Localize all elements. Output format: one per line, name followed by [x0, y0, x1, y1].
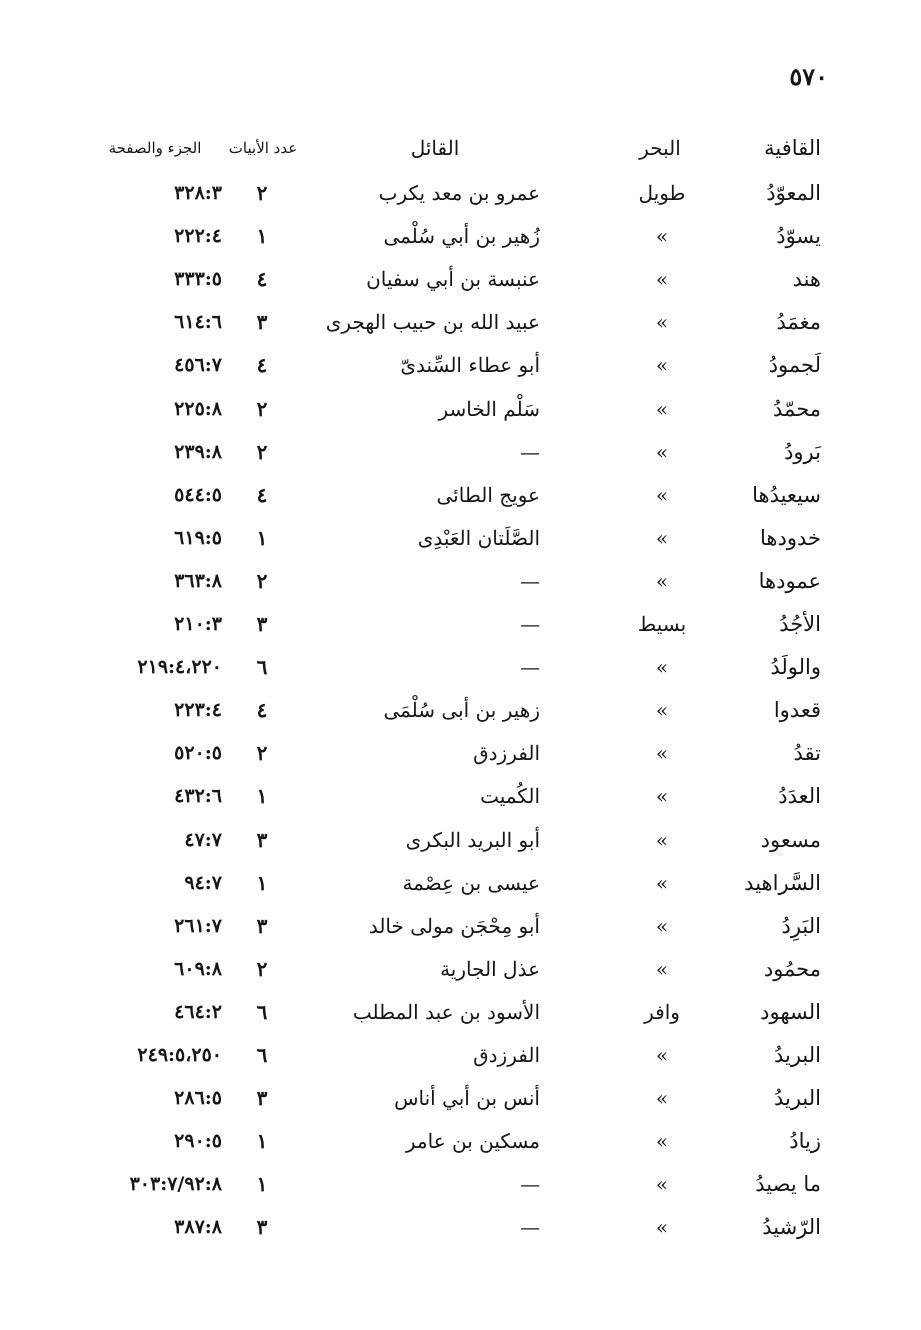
cell-qafiya: البريدُ [773, 1086, 821, 1111]
table-row [0, 387, 921, 431]
cell-ref: ٥٤٤:٥ [174, 483, 222, 506]
cell-ref: ٦١٤:٦ [174, 311, 222, 334]
cell-qail: عمرو بن معد يكرب [378, 181, 540, 205]
cell-ref: ٢٤٩:٥،٢٥٠ [137, 1044, 222, 1066]
table-row [0, 473, 921, 517]
cell-qafiya: والولَدُ [770, 655, 821, 680]
cell-ref: ٤٧:٧ [184, 828, 222, 851]
table-row [0, 1033, 921, 1077]
cell-qail: الصَّلَتان العَبْدِى [417, 525, 540, 550]
cell-qafiya: لَجمودُ [768, 353, 821, 378]
cell-bahr: » [655, 439, 669, 464]
cell-qail: الفرزدق [473, 1043, 540, 1067]
cell-bahr: » [655, 1172, 669, 1197]
cell-qafiya: هند [792, 267, 821, 292]
cell-count: ٢ [256, 956, 268, 981]
cell-bahr: » [655, 870, 669, 895]
cell-ref: ٢٩٠:٥ [174, 1130, 222, 1153]
cell-qail: — [520, 1172, 540, 1197]
cell-count: ٢ [256, 396, 268, 421]
cell-ref: ٣٨٧:٨ [174, 1216, 222, 1239]
cell-count: ٣ [256, 612, 268, 636]
cell-count: ١ [256, 525, 268, 550]
cell-ref: ٤٣٢:٦ [174, 785, 222, 808]
cell-count: ١ [256, 224, 268, 249]
table-row [0, 904, 921, 948]
cell-qail: زُهير بن أبي سُلْمى [383, 224, 540, 249]
cell-qail: أنس بن أبي أناس [394, 1086, 540, 1111]
cell-count: ١ [256, 870, 268, 895]
page-number: ٥٧٠ [789, 62, 828, 91]
cell-bahr: » [655, 353, 669, 378]
cell-qail: — [520, 612, 540, 636]
cell-bahr: » [655, 224, 669, 249]
cell-qafiya: محمّدُ [773, 396, 821, 421]
cell-count: ٣ [256, 310, 268, 335]
cell-ref: ٢١٩:٤،٢٢٠ [137, 656, 222, 679]
cell-count: ٢ [256, 181, 268, 205]
cell-ref: ٢٢٢:٤ [174, 225, 222, 248]
cell-bahr: » [655, 655, 669, 680]
cell-qafiya: قعدوا [773, 698, 821, 723]
cell-bahr: » [655, 568, 669, 593]
cell-ref: ٣٣٣:٥ [174, 268, 222, 291]
cell-bahr: » [655, 913, 669, 938]
cell-qafiya: البريدُ [773, 1043, 821, 1067]
cell-ref: ٣٢٨:٣ [174, 182, 222, 204]
cell-ref: ٢٦١:٧ [174, 914, 222, 937]
cell-qail: عيسى بن عِصْمة [402, 870, 540, 895]
cell-count: ٣ [256, 1215, 268, 1240]
cell-qail: أبو مِحْجَن مولى خالد [368, 913, 540, 938]
cell-count: ٢ [256, 439, 268, 464]
cell-qafiya: خدودها [760, 525, 821, 550]
cell-ref: ٤٦٤:٢ [174, 1000, 222, 1023]
cell-ref: ٣٠٣:٧/٩٢:٨ [129, 1173, 222, 1196]
cell-bahr: » [655, 1129, 669, 1154]
cell-count: ٤ [256, 353, 268, 378]
cell-ref: ٢١٠:٣ [174, 613, 222, 635]
cell-qafiya: السهود [760, 999, 821, 1024]
cell-qafiya: السَّراهيد [744, 870, 821, 895]
cell-qafiya: البَرِدُ [781, 913, 821, 938]
cell-qafiya: تقدُ [793, 741, 821, 766]
cell-ref: ٥٢٠:٥ [174, 742, 222, 765]
cell-qail: أبو عطاء السِّندىّ [400, 353, 540, 378]
cell-count: ٤ [256, 482, 268, 507]
table-row [0, 559, 921, 603]
cell-count: ٤ [256, 698, 268, 723]
cell-ref: ٩٤:٧ [184, 871, 222, 894]
header-count: عدد الأبيات [228, 139, 298, 157]
cell-bahr: وافر [644, 999, 680, 1024]
cell-bahr: » [655, 310, 669, 335]
cell-bahr: » [655, 396, 669, 421]
table-row [0, 257, 921, 301]
cell-count: ١ [256, 1172, 268, 1197]
cell-ref: ٢٢٣:٤ [174, 699, 222, 722]
cell-ref: ٦١٩:٥ [174, 526, 222, 549]
cell-bahr: بسيط [637, 612, 687, 636]
cell-qafiya: مغمَدُ [776, 310, 821, 335]
cell-count: ٣ [256, 913, 268, 938]
table-row [0, 774, 921, 818]
table-row [0, 990, 921, 1034]
table-row [0, 214, 921, 258]
cell-qail: الأسود بن عبد المطلب [352, 999, 540, 1024]
cell-bahr: » [655, 741, 669, 766]
cell-count: ٤ [256, 267, 268, 292]
cell-qail: — [520, 439, 540, 464]
cell-count: ١ [256, 1129, 268, 1154]
table-row [0, 731, 921, 775]
cell-qafiya: الأجُدُ [779, 612, 821, 636]
table-row [0, 818, 921, 862]
cell-qail: الكُميت [480, 784, 540, 809]
cell-qail: عنبسة بن أبي سفيان [366, 267, 540, 292]
cell-qafiya: يسوّدُ [776, 224, 821, 249]
table-row [0, 300, 921, 344]
cell-qafiya: زيادُ [789, 1129, 821, 1154]
cell-count: ٦ [256, 655, 268, 680]
table-row [0, 947, 921, 991]
cell-bahr: » [655, 784, 669, 809]
cell-bahr: » [655, 267, 669, 292]
cell-qail: — [520, 568, 540, 593]
cell-ref: ٢٢٥:٨ [174, 397, 222, 420]
cell-bahr: » [655, 956, 669, 981]
cell-bahr: » [655, 1043, 669, 1067]
cell-ref: ٦٠٩:٨ [174, 957, 222, 980]
table-row [0, 1119, 921, 1163]
table-row [0, 516, 921, 560]
cell-qail: عذل الجارية [440, 956, 540, 981]
cell-count: ١ [256, 784, 268, 809]
cell-qafiya: المعوّدُ [766, 181, 821, 205]
cell-qafiya: سيعيدُها [752, 482, 821, 507]
table-row [0, 1076, 921, 1120]
cell-count: ٣ [256, 827, 268, 852]
cell-qail: زهير بن أبى سُلْمَى [383, 698, 540, 723]
table-row [0, 1162, 921, 1206]
cell-qafiya: بَرودُ [784, 439, 821, 464]
cell-qafiya: الرّشيدُ [762, 1215, 821, 1240]
cell-ref: ٢٨٦:٥ [174, 1087, 222, 1110]
cell-bahr: طويل [638, 181, 686, 205]
cell-qail: — [520, 1215, 540, 1240]
cell-qafiya: ما يصيدُ [755, 1172, 821, 1197]
cell-bahr: » [655, 827, 669, 852]
cell-bahr: » [655, 525, 669, 550]
cell-qail: مسكين بن عامر [405, 1129, 540, 1154]
cell-qail: سَلْم الخاسر [438, 396, 540, 421]
cell-bahr: » [655, 1215, 669, 1240]
table-row [0, 430, 921, 474]
cell-qafiya: عمودها [758, 568, 821, 593]
header-ref: الجزء والصفحة [108, 139, 202, 157]
cell-qafiya: العدَدُ [778, 784, 821, 809]
table-row [0, 645, 921, 689]
table-row [0, 688, 921, 732]
table-row [0, 1205, 921, 1249]
cell-qail: — [520, 655, 540, 680]
cell-ref: ٢٣٩:٨ [174, 440, 222, 463]
header-bahr: البحر [639, 136, 681, 160]
cell-qail: أبو البريد البكرى [405, 827, 540, 852]
cell-count: ٢ [256, 741, 268, 766]
header-qafiya: القافية [764, 136, 821, 160]
table-row [0, 861, 921, 905]
cell-bahr: » [655, 1086, 669, 1111]
cell-qafiya: مسعود [760, 827, 821, 852]
cell-count: ٣ [256, 1086, 268, 1111]
cell-count: ٦ [256, 999, 268, 1024]
cell-qail: عبيد الله بن حبيب الهجرى [325, 310, 540, 335]
table-header [0, 130, 921, 166]
cell-qafiya: محمُود [763, 956, 821, 981]
cell-bahr: » [655, 698, 669, 723]
cell-qail: الفرزدق [473, 741, 540, 766]
table-row [0, 343, 921, 387]
cell-count: ٢ [256, 568, 268, 593]
cell-count: ٦ [256, 1043, 268, 1067]
cell-bahr: » [655, 482, 669, 507]
cell-ref: ٣٦٣:٨ [174, 569, 222, 592]
cell-ref: ٤٥٦:٧ [174, 354, 222, 377]
header-qail: القائل [410, 136, 460, 160]
table-row [0, 602, 921, 646]
table-row [0, 171, 921, 215]
cell-qail: عويج الطائى [436, 482, 540, 507]
